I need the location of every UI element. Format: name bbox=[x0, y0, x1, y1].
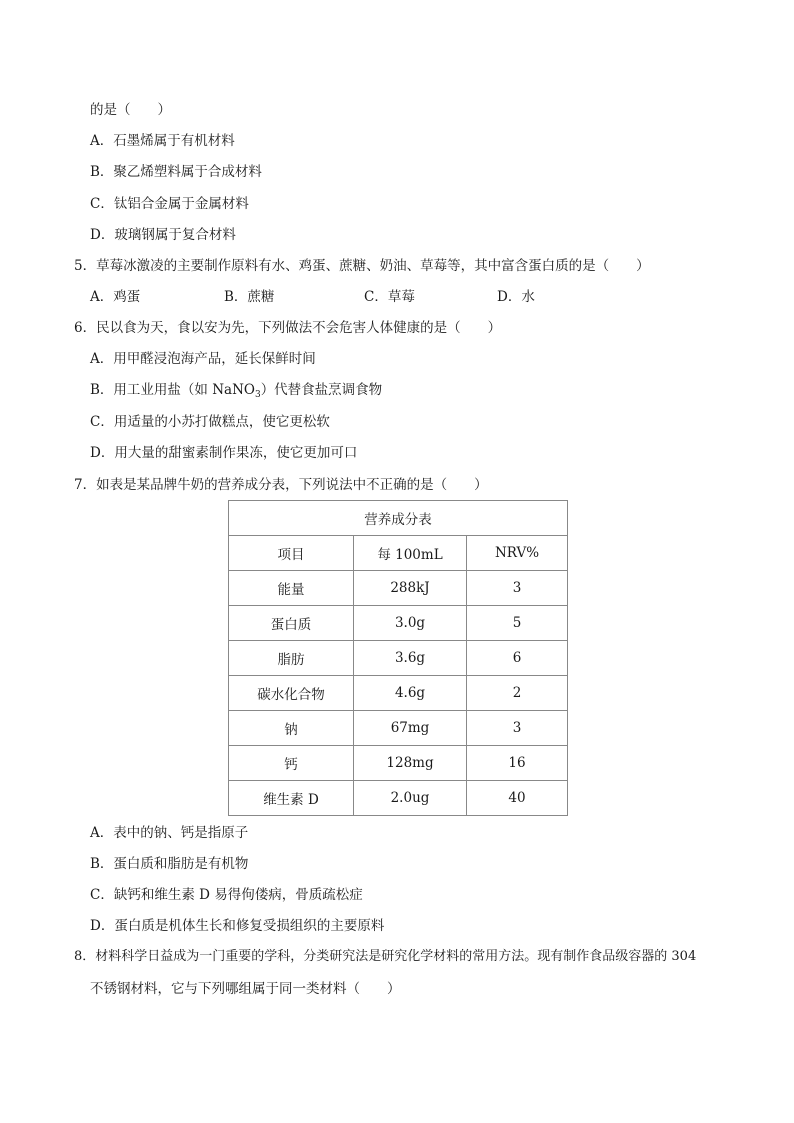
q5-option-a[interactable]: A．鸡蛋 bbox=[90, 289, 141, 305]
table-row bbox=[229, 606, 568, 641]
q6-stem: 6．民以食为天，食以安为先，下列做法不会危害人体健康的是（ ） bbox=[74, 320, 502, 336]
q7-option-c[interactable]: C．缺钙和维生素 D 易得佝偻病，骨质疏松症 bbox=[90, 887, 363, 903]
table-cell: 128mg bbox=[354, 746, 467, 781]
q5-option-c[interactable]: C．草莓 bbox=[364, 289, 415, 305]
q4-stem-tail: 的是（ ） bbox=[90, 102, 171, 118]
table-header-nrv: NRV% bbox=[467, 536, 568, 571]
table-cell: 3.0g bbox=[354, 606, 467, 641]
table-header-item: 项目 bbox=[229, 536, 354, 571]
table-row bbox=[229, 641, 568, 676]
q6-option-b[interactable] bbox=[90, 381, 382, 404]
table-cell: 2 bbox=[467, 676, 568, 711]
table-row bbox=[229, 781, 568, 816]
table-cell: 4.6g bbox=[354, 676, 467, 711]
q4-option-d[interactable]: D．玻璃钢属于复合材料 bbox=[90, 227, 236, 243]
table-header-row bbox=[229, 536, 568, 571]
table-cell: 16 bbox=[467, 746, 568, 781]
table-cell: 3 bbox=[467, 711, 568, 746]
table-title-row bbox=[229, 501, 568, 536]
table-row bbox=[229, 571, 568, 606]
q7-stem: 7．如表是某品牌牛奶的营养成分表，下列说法中不正确的是（ ） bbox=[74, 477, 488, 493]
q7-option-a[interactable]: A．表中的钠、钙是指原子 bbox=[90, 825, 249, 841]
table-header-per100ml: 每 100mL bbox=[354, 536, 467, 571]
q6-option-b-subscript: 3 bbox=[254, 390, 261, 400]
q6-option-a[interactable]: A．用甲醛浸泡海产品，延长保鲜时间 bbox=[90, 351, 316, 367]
q6-option-c[interactable]: C．用适量的小苏打做糕点，使它更松软 bbox=[90, 414, 330, 430]
table-cell: 钠 bbox=[229, 711, 354, 746]
q4-option-a[interactable]: A．石墨烯属于有机材料 bbox=[90, 133, 235, 149]
table-row bbox=[229, 711, 568, 746]
q6-option-b-pre: B．用工业用盐（如 NaNO bbox=[90, 382, 255, 398]
q4-option-c[interactable]: C．钛铝合金属于金属材料 bbox=[90, 196, 249, 212]
q6-option-b-post: ）代替食盐烹调食物 bbox=[260, 382, 383, 398]
table-cell: 40 bbox=[467, 781, 568, 816]
table-cell: 2.0ug bbox=[354, 781, 467, 816]
q5-option-b[interactable]: B．蔗糖 bbox=[224, 289, 275, 305]
table-cell: 288kJ bbox=[354, 571, 467, 606]
table-row bbox=[229, 746, 568, 781]
table-row bbox=[229, 676, 568, 711]
table-cell: 5 bbox=[467, 606, 568, 641]
table-cell: 6 bbox=[467, 641, 568, 676]
table-cell: 能量 bbox=[229, 571, 354, 606]
q8-stem-line1: 8．材料科学日益成为一门重要的学科，分类研究法是研究化学材料的常用方法。现有制作食品级容器的 304 bbox=[74, 949, 697, 964]
table-title: 营养成分表 bbox=[229, 501, 568, 536]
q5-option-d[interactable]: D．水 bbox=[497, 289, 535, 305]
table-cell: 钙 bbox=[229, 746, 354, 781]
table-cell: 3 bbox=[467, 571, 568, 606]
q8-stem-line2: 不锈钢材料，它与下列哪组属于同一类材料（ ） bbox=[90, 981, 401, 997]
q7-option-d[interactable]: D．蛋白质是机体生长和修复受损组织的主要原料 bbox=[90, 918, 385, 934]
q6-option-d[interactable]: D．用大量的甜蜜素制作果冻，使它更加可口 bbox=[90, 445, 358, 461]
q5-stem: 5．草莓冰激凌的主要制作原料有水、鸡蛋、蔗糖、奶油、草莓等，其中富含蛋白质的是（ ） bbox=[74, 258, 650, 274]
nutrition-table bbox=[228, 500, 568, 816]
table-cell: 67mg bbox=[354, 711, 467, 746]
q7-option-b[interactable]: B．蛋白质和脂肪是有机物 bbox=[90, 856, 249, 872]
table-cell: 蛋白质 bbox=[229, 606, 354, 641]
q4-option-b[interactable]: B．聚乙烯塑料属于合成材料 bbox=[90, 164, 262, 180]
table-cell: 脂肪 bbox=[229, 641, 354, 676]
table-cell: 碳水化合物 bbox=[229, 676, 354, 711]
table-cell: 维生素 D bbox=[229, 781, 354, 816]
table-cell: 3.6g bbox=[354, 641, 467, 676]
